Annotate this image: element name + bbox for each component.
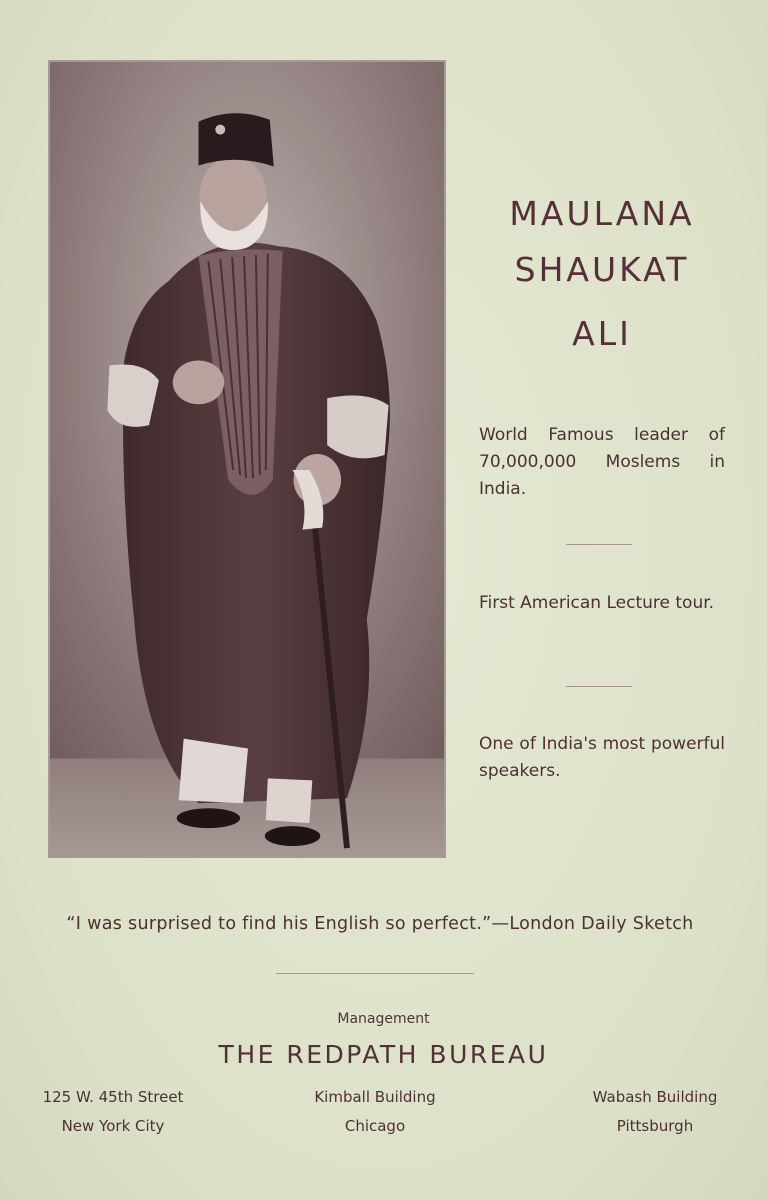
- bureau-name: THE REDPATH BUREAU: [218, 1040, 549, 1069]
- portrait-figure-drawing: [50, 62, 444, 856]
- management-label: Management: [337, 1011, 430, 1027]
- office-address-line: Wabash Building: [592, 1088, 718, 1106]
- divider-1: [566, 544, 632, 545]
- office-city-line: Pittsburgh: [616, 1117, 694, 1135]
- headline-line-3: ALI: [572, 314, 632, 353]
- office-address-line: 125 W. 45th Street: [42, 1088, 184, 1106]
- office-city-line: Chicago: [344, 1117, 406, 1135]
- blurb-tour: First American Lecture tour.: [479, 593, 715, 613]
- office-address-line: Kimball Building: [314, 1088, 436, 1106]
- divider-2: [566, 686, 632, 687]
- office-new-york: [30, 1083, 196, 1141]
- divider-3: [276, 973, 474, 974]
- headline-line-1: MAULANA: [509, 194, 695, 233]
- portrait-photo: [48, 60, 446, 858]
- office-chicago: [300, 1083, 450, 1141]
- press-quote: “I was surprised to find his English so perfect.”—London Daily Sketch: [66, 914, 694, 934]
- blurb-leader: World Famous leader of 70,000,000 Moslems in India.: [479, 425, 725, 499]
- headline-line-2: SHAUKAT: [514, 250, 690, 289]
- blurb-speaker: One of India's most powerful speakers.: [479, 734, 725, 781]
- office-pittsburgh: [580, 1083, 730, 1141]
- office-city-line: New York City: [61, 1117, 165, 1135]
